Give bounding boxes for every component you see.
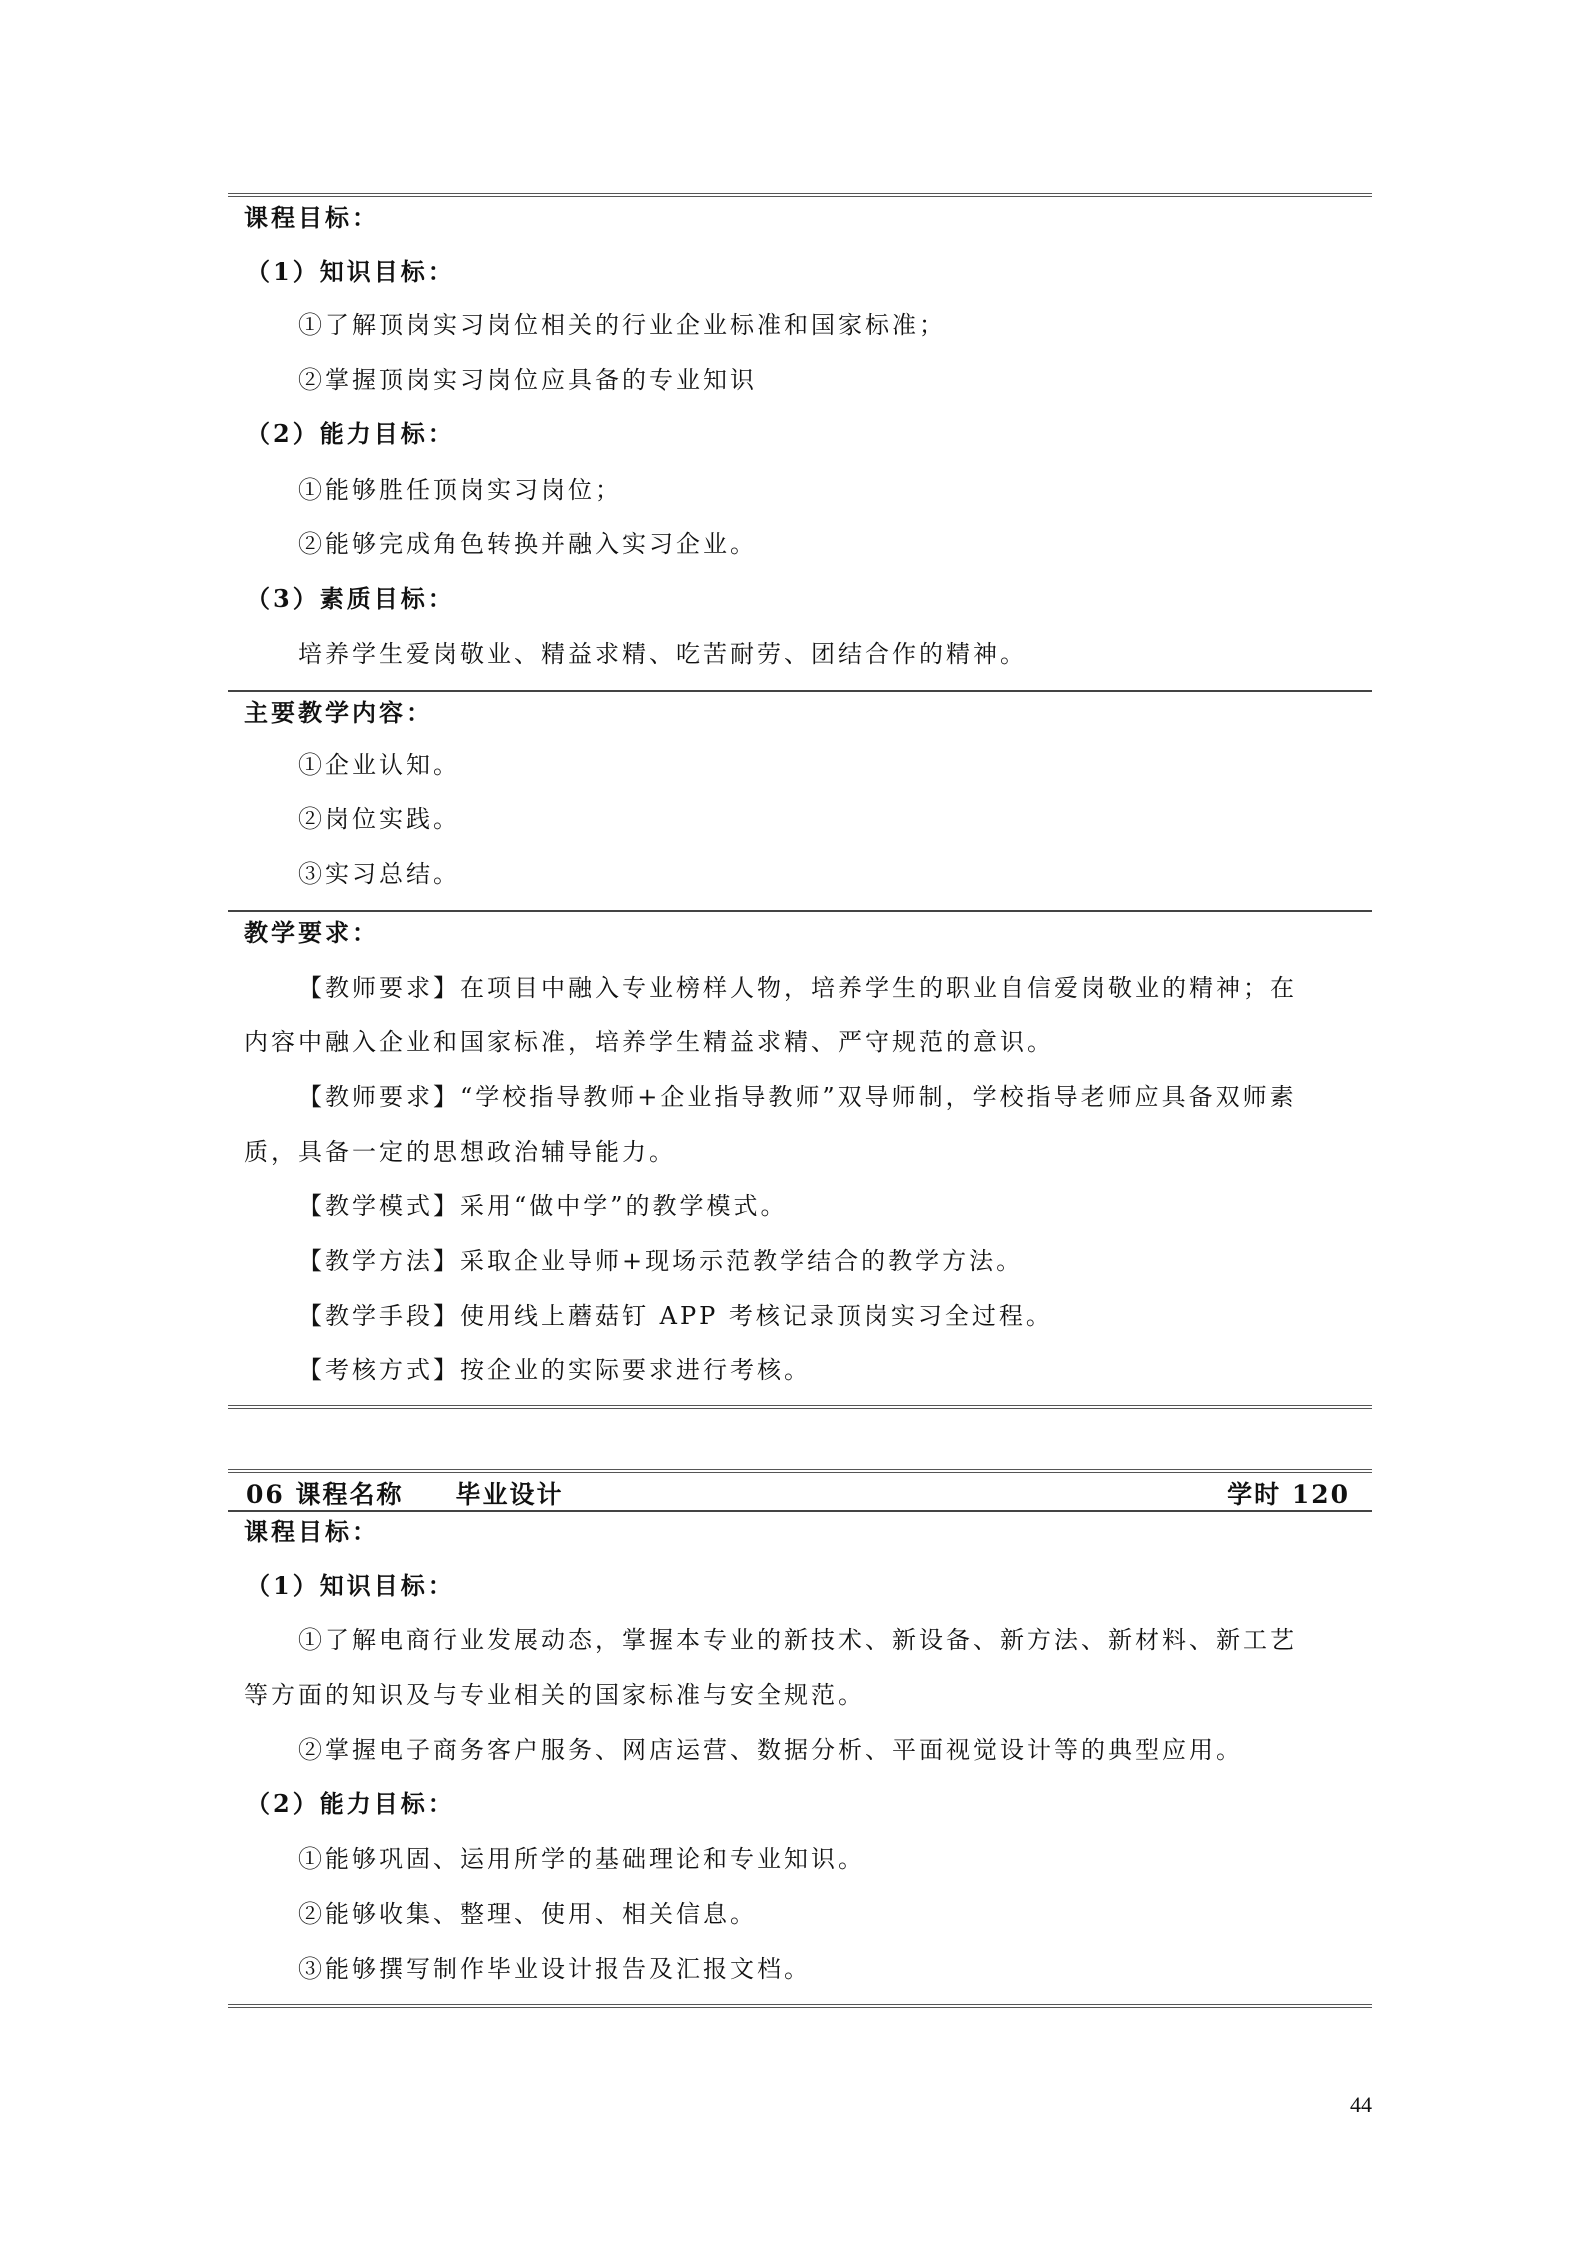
req-line: 【教学手段】使用线上蘑菇钉 APP 考核记录顶岗实习全过程。 bbox=[298, 1302, 1053, 1330]
quality-item: 培养学生爱岗敬业、精益求精、吃苦耐劳、团结合作的精神。 bbox=[298, 640, 1027, 668]
rule-bottom-1 bbox=[228, 1405, 1372, 1409]
req-line: 内容中融入企业和国家标准，培养学生精益求精、严守规范的意识。 bbox=[244, 1028, 1054, 1056]
knowledge-title: （1）知识目标： bbox=[246, 257, 455, 286]
ability-item: ③能够撰写制作毕业设计报告及汇报文档。 bbox=[298, 1955, 811, 1983]
req-line: 【考核方式】按企业的实际要求进行考核。 bbox=[298, 1356, 811, 1384]
content-item: ①企业认知。 bbox=[298, 751, 460, 779]
rule-content bbox=[228, 690, 1372, 692]
req-line: 【教师要求】在项目中融入专业榜样人物，培养学生的职业自信爱岗敬业的精神；在 bbox=[298, 974, 1297, 1002]
page-number: 44 bbox=[1350, 2092, 1372, 2117]
rule-top-1 bbox=[228, 193, 1372, 197]
req-line: 【教师要求】“学校指导教师+企业指导教师”双导师制，学校指导老师应具备双师素 bbox=[298, 1083, 1297, 1111]
knowledge-line: ①了解电商行业发展动态，掌握本专业的新技术、新设备、新方法、新材料、新工艺 bbox=[298, 1626, 1297, 1654]
knowledge-item: ②掌握顶岗实习岗位应具备的专业知识 bbox=[298, 366, 757, 394]
ability-title: （2）能力目标： bbox=[246, 419, 455, 448]
content-item: ②岗位实践。 bbox=[298, 805, 460, 833]
quality-title: （3）素质目标： bbox=[246, 584, 455, 613]
knowledge-line: 等方面的知识及与专业相关的国家标准与安全规范。 bbox=[244, 1681, 865, 1709]
rule-requirements bbox=[228, 910, 1372, 912]
ability-item: ①能够胜任顶岗实习岗位； bbox=[298, 476, 622, 504]
knowledge-line: ②掌握电子商务客户服务、网店运营、数据分析、平面视觉设计等的典型应用。 bbox=[298, 1736, 1243, 1764]
course-no-label: 06 课程名称 bbox=[246, 1480, 404, 1509]
req-line: 【教学模式】采用“做中学”的教学模式。 bbox=[298, 1192, 788, 1220]
req-line: 【教学方法】采取企业导师+现场示范教学结合的教学方法。 bbox=[298, 1247, 1024, 1275]
ability-item: ①能够巩固、运用所学的基础理论和专业知识。 bbox=[298, 1845, 865, 1873]
req-title: 教学要求： bbox=[244, 918, 379, 947]
knowledge-title: （1）知识目标： bbox=[246, 1571, 455, 1600]
req-line: 质，具备一定的思想政治辅导能力。 bbox=[244, 1138, 676, 1166]
rule-header-2 bbox=[228, 1510, 1372, 1512]
rule-top-2 bbox=[228, 1469, 1372, 1473]
rule-bottom-2 bbox=[228, 2004, 1372, 2008]
course-hours: 学时 120 bbox=[1227, 1480, 1350, 1509]
course-header-left bbox=[246, 1475, 564, 1511]
ability-item: ②能够完成角色转换并融入实习企业。 bbox=[298, 530, 757, 558]
content-title: 主要教学内容： bbox=[244, 698, 433, 727]
goals-title: 课程目标： bbox=[244, 203, 379, 232]
content-item: ③实习总结。 bbox=[298, 860, 460, 888]
ability-item: ②能够收集、整理、使用、相关信息。 bbox=[298, 1900, 757, 1928]
course-name: 毕业设计 bbox=[455, 1480, 564, 1509]
goals-title: 课程目标： bbox=[244, 1517, 379, 1546]
knowledge-item: ①了解顶岗实习岗位相关的行业企业标准和国家标准； bbox=[298, 311, 946, 339]
ability-title: （2）能力目标： bbox=[246, 1789, 455, 1818]
